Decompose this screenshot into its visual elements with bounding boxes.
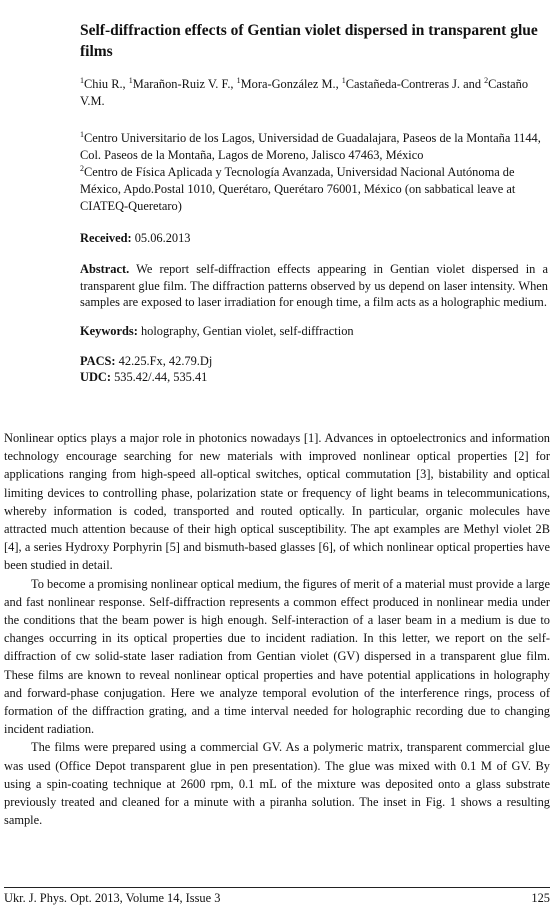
classification-codes <box>80 353 548 385</box>
affiliation-list <box>80 130 548 215</box>
keywords <box>80 323 548 340</box>
author-name: Mora-González M., <box>240 77 342 91</box>
footer-divider <box>4 887 550 888</box>
author <box>80 77 129 91</box>
author-affil-mark: 2 <box>484 75 489 85</box>
author-name: Marañon-Ruiz V. F., <box>132 77 237 91</box>
udc-label: UDC: <box>80 369 111 384</box>
received-date: 05.06.2013 <box>134 231 191 245</box>
author-affil-mark: 1 <box>341 75 346 85</box>
received-line <box>80 230 548 247</box>
affiliation-text: Centro de Física Aplicada y Tecnología Avanzada, Universidad Nacional Autónoma de México, Apdo.Postal 1010, Querétaro, Querétaro 76001, México (on sabbatical leave at CIATEQ-Queretaro) <box>80 165 516 213</box>
received-label: Received: <box>80 231 132 245</box>
pacs-text: 42.25.Fx, 42.79.Dj <box>118 353 213 368</box>
keywords-label: Keywords: <box>80 323 138 338</box>
udc-line <box>80 369 548 385</box>
pacs-label: PACS: <box>80 353 116 368</box>
affiliation <box>80 164 548 215</box>
journal-citation: Ukr. J. Phys. Opt. 2013, Volume 14, Issue 3 <box>4 891 221 905</box>
author-name: Castaño V.M. <box>80 77 529 108</box>
author-affil-mark: 1 <box>128 75 133 85</box>
author-affil-mark: 1 <box>80 75 84 85</box>
pacs-line <box>80 353 548 369</box>
abstract-text: We report self-diffraction effects appearing in Gentian violet dispersed in a transparent glue film. The diffraction patterns observed by us depend on laser intensity. When samples are exposed to laser irradiation for enough time, a film acts as a holographic medium. <box>80 262 548 309</box>
body-paragraph: To become a promising nonlinear optical medium, the figures of merit of a material must provide a large and fast nonlinear response. Self-diffraction represents a common effect produced in nonlinear media under the conditions that the beam power is high enough. Self-interaction of a laser beam in a medium is due to changes occurring in its optical properties due to incident radiation. In this letter, we report on the self-diffraction of cw solid-state laser radiation from Gentian violet (GV) dispersed in a transparent glue film. These films are known to reveal nonlinear optical properties and have potential applications in holography and forward-phase conjugation. Here we analyze temporal evolution of the interference rings, process of formation of the diffraction grating, and a time interval needed for holographic recording due to changing incident radiation. <box>4 576 550 737</box>
body-paragraph: The films were prepared using a commercial GV. As a polymeric matrix, transparent commercial glue was used (Office Depot transparent glue in pen presentation). The glue was mixed with 0.1 M of GV. By using a spin-coating technique at 2600 rpm, 0.1 mL of the mixture was deposited onto a glass substrate previously treated and cleaned for a minute with a piranha solution. The inset in Fig. 1 shows a resulting sample. <box>4 740 550 828</box>
page-number: 125 <box>531 891 550 905</box>
author-name: Castañeda-Contreras J. and <box>345 77 485 91</box>
author-list <box>80 76 548 110</box>
affiliation-mark: 2 <box>80 163 84 173</box>
author-name: Chiu R., <box>84 77 129 91</box>
author-affil-mark: 1 <box>236 75 241 85</box>
author <box>237 77 342 91</box>
affiliation-mark: 1 <box>80 129 84 139</box>
abstract <box>80 261 548 311</box>
affiliation <box>80 130 548 164</box>
abstract-label: Abstract. <box>80 262 130 276</box>
article-header <box>80 20 548 385</box>
author <box>129 77 237 91</box>
affiliation-text: Centro Universitario de los Lagos, Universidad de Guadalajara, Paseos de la Montaña 1144, Col. Paseos de la Montaña, Lagos de Moreno, Jalisco 47463, México <box>80 131 541 162</box>
article-title: Self-diffraction effects of Gentian violet dispersed in transparent glue films <box>80 22 538 60</box>
body-paragraph: Nonlinear optics plays a major role in photonics nowadays [1]. Advances in optoelectronics and information technology encourage searching for new materials with improved nonlinear optical properties [2] for applications ranging from high-speed all-optical switches, optical commutation [3], bistability and optical limiting devices to controlling phase, polarization state or frequency of light beams in telecommunications, whereby information is coded, transported and routed optically. In particular, organic molecules have attracted much attention because of their high optical susceptibility. The apt examples are Methyl violet 2B [4], a series Hydroxy Porphyrin [5] and bismuth-based glasses [6], of which nonlinear optical properties have been studied in detail. <box>4 431 550 573</box>
udc-text: 535.42/.44, 535.41 <box>114 369 208 384</box>
author <box>342 77 484 91</box>
body-text <box>4 429 550 829</box>
keywords-text: holography, Gentian violet, self-diffraction <box>140 323 354 338</box>
